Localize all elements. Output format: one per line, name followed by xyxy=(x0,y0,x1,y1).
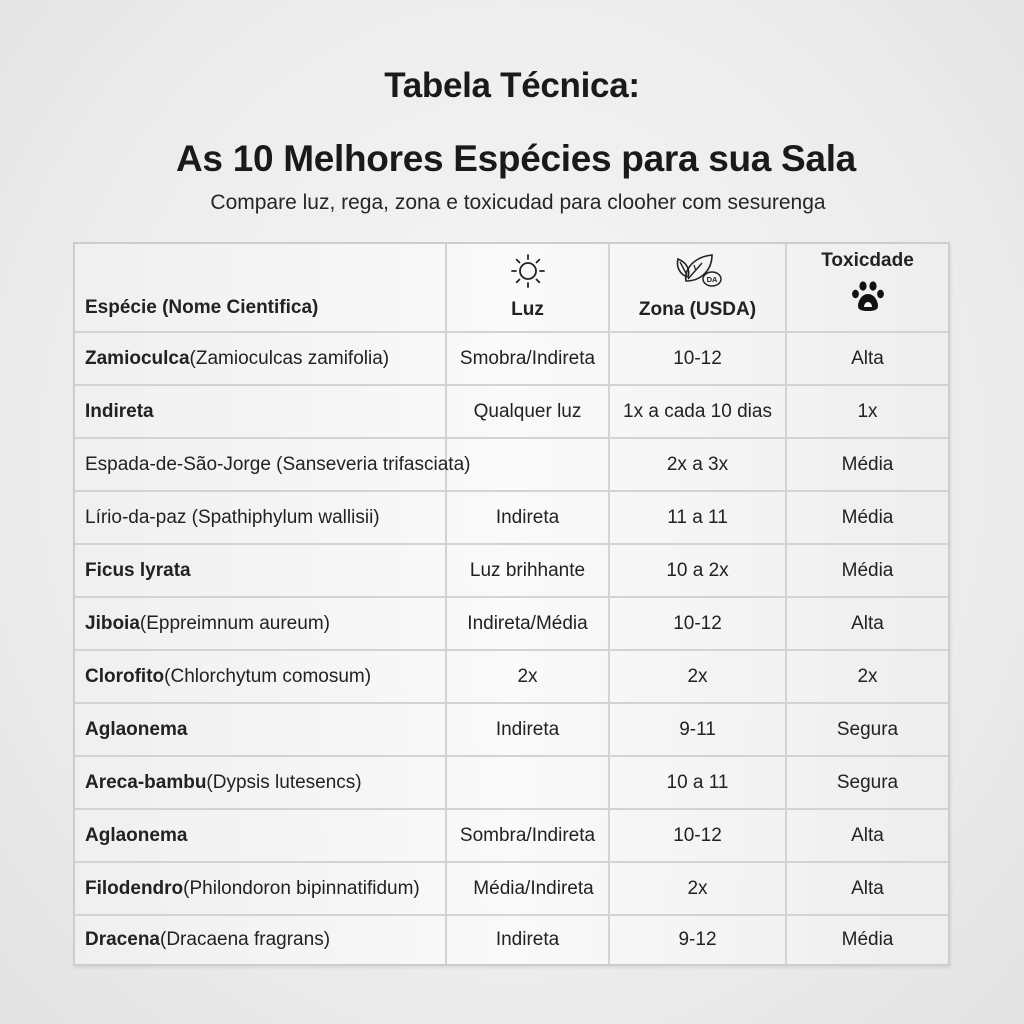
table-row xyxy=(75,916,948,964)
species-cell xyxy=(75,810,445,861)
species-cell xyxy=(75,651,445,702)
species-scientific-name: (Dypsis lutesencs) xyxy=(206,771,362,793)
species-scientific-name: (Zamioculcas zamifolia) xyxy=(189,347,390,369)
toxicity-cell: Média xyxy=(785,439,948,490)
species-cell xyxy=(75,492,445,543)
table-row xyxy=(75,810,948,863)
species-scientific-name: Espada-de-São-Jorge (Sanseveria trifasciata) xyxy=(85,453,471,475)
toxicity-cell: Alta xyxy=(785,598,948,649)
table-row xyxy=(75,333,948,386)
species-scientific-name: Lírio-da-paz (Spathiphylum wallisii) xyxy=(85,506,380,528)
toxicity-cell: Média xyxy=(785,492,948,543)
species-cell xyxy=(75,333,445,384)
plant-comparison-table xyxy=(73,242,950,966)
table-row xyxy=(75,386,948,439)
species-cell xyxy=(75,439,471,490)
species-common-name: Aglaonema xyxy=(85,718,188,740)
column-header-toxicity xyxy=(785,244,948,331)
species-common-name: Indireta xyxy=(85,400,154,422)
paw-icon xyxy=(851,280,885,312)
zone-cell: 10-12 xyxy=(608,598,785,649)
zone-cell: 11 a 11 xyxy=(608,492,785,543)
column-header-zone-label: Zona (USDA) xyxy=(638,299,757,320)
table-row xyxy=(75,439,948,492)
table-row xyxy=(75,757,948,810)
page-title: Tabela Técnica: xyxy=(384,66,640,105)
species-cell xyxy=(75,916,445,964)
table-row xyxy=(75,704,948,757)
light-cell: Indireta/Média xyxy=(445,598,608,649)
zone-cell: 9-11 xyxy=(608,704,785,755)
table-header-row xyxy=(75,244,948,333)
page-subtitle: Compare luz, rega, zona e toxicudad para clooher com sesurenga xyxy=(210,191,826,214)
zone-cell: 2x xyxy=(608,651,785,702)
column-header-zone xyxy=(608,244,785,331)
zone-cell: 2x a 3x xyxy=(608,439,785,490)
toxicity-cell: Média xyxy=(785,916,948,964)
species-common-name: Ficus lyrata xyxy=(85,559,191,581)
table-row xyxy=(75,651,948,704)
toxicity-cell: Alta xyxy=(785,333,948,384)
zone-cell: 2x xyxy=(608,863,785,914)
column-header-species-label: Espécie (Nome Cientifica) xyxy=(85,297,319,318)
species-cell xyxy=(75,598,445,649)
column-header-light-label: Luz xyxy=(511,299,544,320)
table-row xyxy=(75,863,948,916)
svg-text:DA: DA xyxy=(706,275,717,284)
species-common-name: Clorofito xyxy=(85,665,165,687)
leaf-usda-icon xyxy=(672,251,724,289)
species-common-name: Aglaonema xyxy=(85,824,188,846)
light-cell: 2x xyxy=(445,651,608,702)
toxicity-cell: Média xyxy=(785,545,948,596)
column-header-light xyxy=(445,244,608,331)
species-common-name: Jiboia xyxy=(85,612,140,634)
species-scientific-name: (Eppreimnum aureum) xyxy=(139,612,330,634)
species-common-name: Dracena xyxy=(85,929,160,950)
light-cell: Luz brihhante xyxy=(445,545,608,596)
species-scientific-name: (Philondoron bipinnatifidum) xyxy=(183,877,420,899)
zone-cell: 10-12 xyxy=(608,333,785,384)
page-heading: As 10 Melhores Espécies para sua Sala xyxy=(176,138,856,179)
species-common-name: Areca-bambu xyxy=(85,771,207,793)
species-common-name: Filodendro xyxy=(85,877,184,899)
zone-cell: 10-12 xyxy=(608,810,785,861)
light-cell: Indireta xyxy=(445,492,608,543)
light-cell: Indireta xyxy=(445,916,608,964)
species-cell xyxy=(75,757,445,808)
zone-cell: 9-12 xyxy=(608,916,785,964)
species-cell xyxy=(75,704,445,755)
species-cell xyxy=(75,863,445,914)
toxicity-cell: Alta xyxy=(785,810,948,861)
toxicity-cell: Segura xyxy=(785,704,948,755)
toxicity-cell: 2x xyxy=(785,651,948,702)
zone-cell: 10 a 2x xyxy=(608,545,785,596)
zone-cell: 10 a 11 xyxy=(608,757,785,808)
column-header-toxicity-label: Toxicdade xyxy=(821,250,914,271)
sun-icon xyxy=(510,253,546,289)
species-cell xyxy=(75,386,445,437)
zone-cell: 1x a cada 10 dias xyxy=(608,386,785,437)
light-cell: Média/Indireta xyxy=(445,863,608,914)
toxicity-cell: Segura xyxy=(785,757,948,808)
species-scientific-name: (Dracaena fragrans) xyxy=(160,929,331,950)
table-row xyxy=(75,545,948,598)
toxicity-cell: Alta xyxy=(785,863,948,914)
species-common-name: Zamioculca xyxy=(85,347,190,369)
species-scientific-name: (Chlorchytum comosum) xyxy=(164,665,372,687)
table-row xyxy=(75,598,948,651)
column-header-species xyxy=(75,244,445,331)
light-cell xyxy=(445,757,608,808)
light-cell: Indireta xyxy=(445,704,608,755)
table-row xyxy=(75,492,948,545)
light-cell: Sombra/Indireta xyxy=(445,810,608,861)
species-cell xyxy=(75,545,445,596)
toxicity-cell: 1x xyxy=(785,386,948,437)
light-cell: Qualquer luz xyxy=(445,386,608,437)
light-cell: Smobra/Indireta xyxy=(445,333,608,384)
